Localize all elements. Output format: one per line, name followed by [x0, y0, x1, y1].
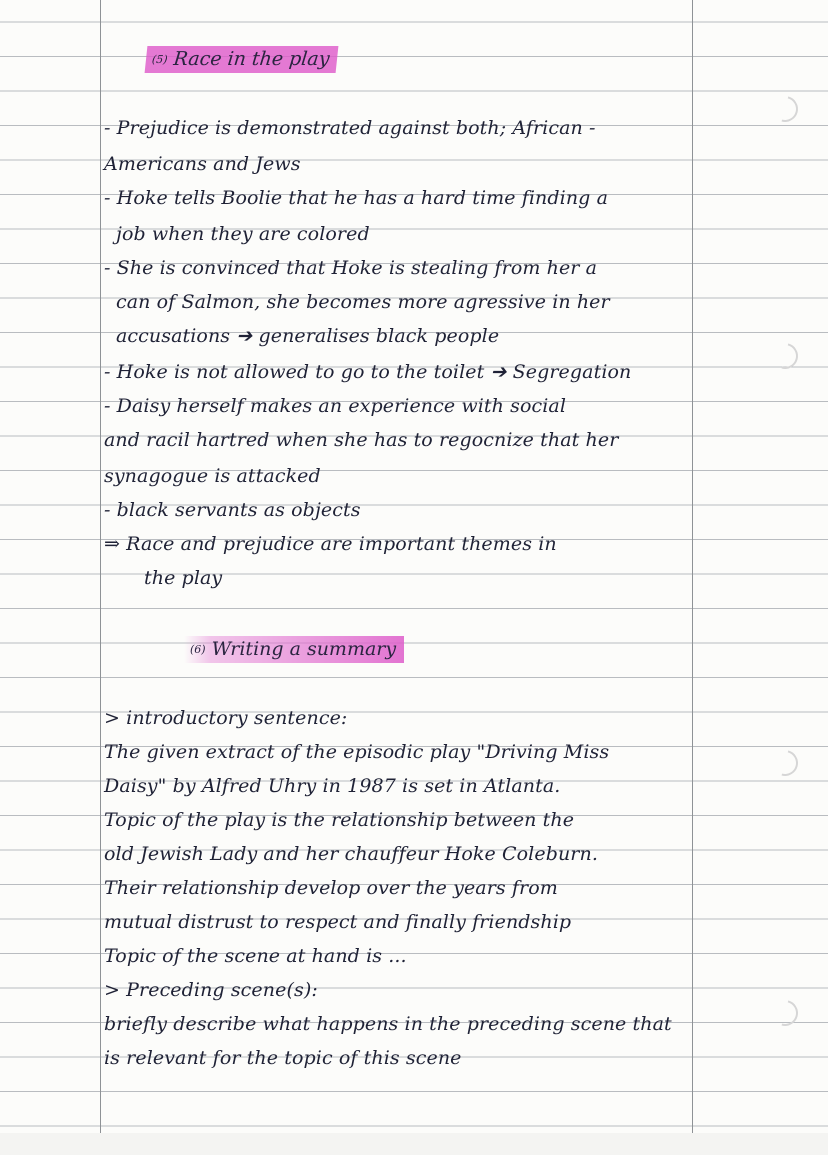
section-5-title: Race in the play: [172, 48, 331, 70]
note-line: old Jewish Lady and her chauffeur Hoke Coleburn.: [104, 843, 598, 865]
note-line: Topic of the scene at hand is ...: [104, 945, 407, 967]
note-line: Topic of the play is the relationship between the: [104, 809, 575, 831]
note-line: - Hoke tells Boolie that he has a hard time finding a: [104, 187, 608, 209]
note-line: is relevant for the topic of this scene: [104, 1047, 462, 1069]
section-5-heading: [145, 46, 339, 73]
note-line: - She is convinced that Hoke is stealing from her a: [104, 257, 598, 279]
right-margin-line: [692, 0, 693, 1155]
note-line: - Prejudice is demonstrated against both; African -: [104, 117, 596, 139]
note-line: - Daisy herself makes an experience with social: [104, 395, 567, 417]
page-bottom-edge: [0, 1133, 828, 1155]
note-line: the play: [144, 567, 223, 589]
note-line: - Hoke is not allowed to go to the toilet ➔ Segregation: [104, 361, 632, 383]
note-line: mutual distrust to respect and finally friendship: [104, 911, 572, 933]
note-line: and racil hartred when she has to regocnize that her: [104, 429, 619, 451]
note-line: > introductory sentence:: [104, 707, 348, 729]
ring-hole-mark: [767, 995, 803, 1031]
note-line: briefly describe what happens in the preceding scene that: [104, 1013, 672, 1035]
section-6-number: (6): [190, 643, 206, 656]
note-line: accusations ➔ generalises black people: [116, 325, 500, 347]
ring-hole-mark: [767, 91, 803, 127]
note-line: The given extract of the episodic play "Driving Miss: [104, 741, 610, 763]
note-line: Their relationship develop over the years from: [104, 877, 558, 899]
note-line: - black servants as objects: [104, 499, 361, 521]
section-6-heading: [184, 636, 404, 663]
note-line: synagogue is attacked: [104, 465, 321, 487]
note-line: Americans and Jews: [104, 153, 301, 175]
section-6-title: Writing a summary: [211, 638, 397, 660]
section-5-number: (5): [151, 53, 169, 66]
note-line: > Preceding scene(s):: [104, 979, 318, 1001]
note-line: job when they are colored: [116, 223, 370, 245]
note-line: Daisy" by Alfred Uhry in 1987 is set in Atlanta.: [104, 775, 561, 797]
note-line: ⇒ Race and prejudice are important themes in: [104, 533, 557, 555]
ring-hole-mark: [767, 745, 803, 781]
ring-hole-mark: [767, 338, 803, 374]
left-margin-line: [100, 0, 101, 1155]
note-line: can of Salmon, she becomes more agressive in her: [116, 291, 610, 313]
